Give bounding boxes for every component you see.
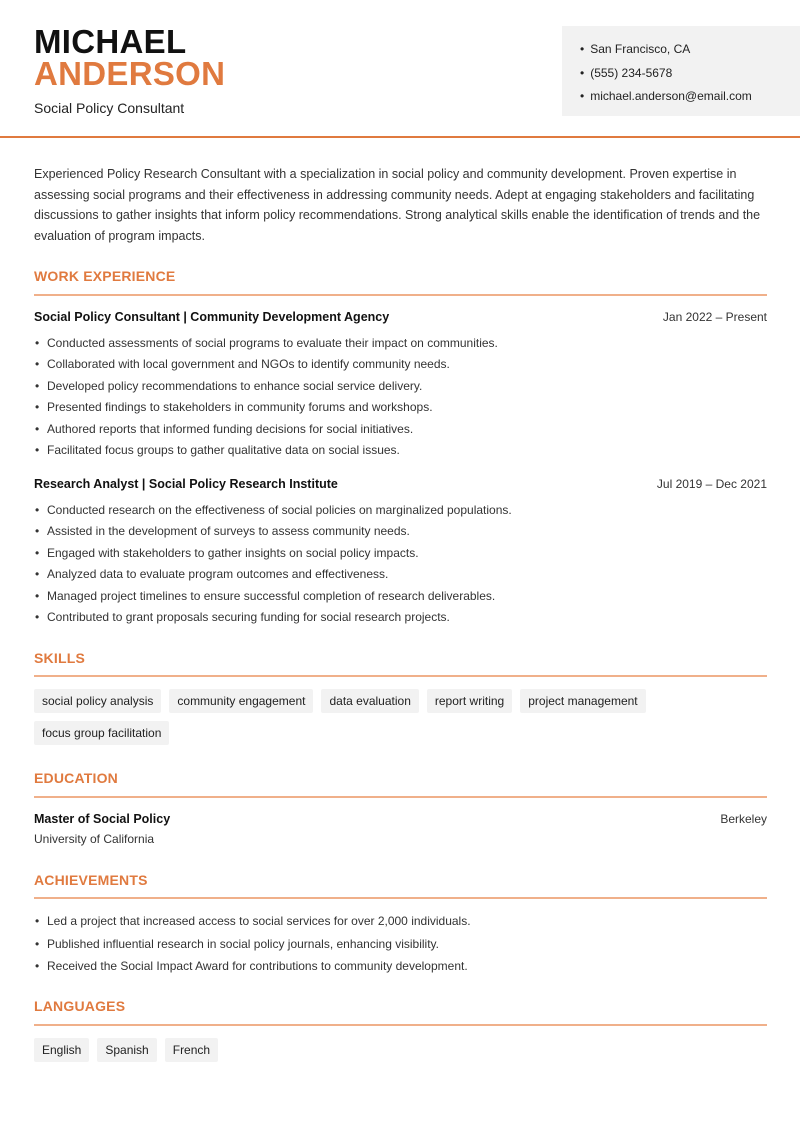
section-title-languages: LANGUAGES <box>34 998 126 1014</box>
list-item: • Developed policy recommendations to enhance social service delivery. <box>34 376 767 397</box>
skill-tag: focus group facilitation <box>34 721 169 745</box>
job-role: Research Analyst | Social Policy Research Institute <box>34 477 338 491</box>
language-tag: French <box>165 1038 218 1062</box>
language-tag: English <box>34 1038 89 1062</box>
first-name: MICHAEL <box>34 23 187 60</box>
job-bullets <box>34 500 767 628</box>
section-divider <box>34 675 767 677</box>
education-school: University of California <box>34 832 155 846</box>
job-dates: Jul 2019 – Dec 2021 <box>656 477 767 491</box>
resume-header <box>0 0 800 138</box>
skill-tag: social policy analysis <box>34 689 161 713</box>
list-item: • Managed project timelines to ensure successful completion of research deliverables. <box>34 586 767 607</box>
list-item: • Analyzed data to evaluate program outcomes and effectiveness. <box>34 564 767 585</box>
list-item: • Led a project that increased access to social services for over 2,000 individuals. <box>34 910 767 933</box>
section-title-experience: WORK EXPERIENCE <box>34 268 176 284</box>
section-divider <box>34 796 767 798</box>
skills-tags <box>34 689 774 745</box>
last-name: ANDERSON <box>34 55 226 92</box>
job-header <box>34 310 767 324</box>
contact-location: • San Francisco, CA <box>580 38 800 62</box>
summary: Experienced Policy Research Consultant with a specialization in social policy and community development. Proven expertise in assessing social programs and their effectiveness in addressing community needs. Adept at engaging stakeholders and facilitating discussions to gather insights that inform policy recommendations. Strong analytical skills enable the identification of trends and the evaluation of program impacts. <box>34 167 761 243</box>
list-item: • Published influential research in social policy journals, enhancing visibility. <box>34 933 767 956</box>
section-divider <box>34 897 767 899</box>
contact-phone: • (555) 234-5678 <box>580 62 800 86</box>
skill-tag: project management <box>520 689 645 713</box>
section-title-skills: SKILLS <box>34 650 85 666</box>
list-item: • Contributed to grant proposals securing funding for social research projects. <box>34 607 767 628</box>
list-item: • Conducted assessments of social programs to evaluate their impact on communities. <box>34 333 767 354</box>
section-divider <box>34 1024 767 1026</box>
list-item: • Engaged with stakeholders to gather insights on social policy impacts. <box>34 543 767 564</box>
skill-tag: report writing <box>427 689 512 713</box>
job-role: Social Policy Consultant | Community Development Agency <box>34 310 390 324</box>
list-item: • Received the Social Impact Award for contributions to community development. <box>34 955 767 978</box>
language-tags <box>34 1038 774 1062</box>
list-item: • Presented findings to stakeholders in community forums and workshops. <box>34 397 767 418</box>
education-degree: Master of Social Policy <box>34 812 171 826</box>
list-item: • Assisted in the development of surveys to assess community needs. <box>34 521 767 542</box>
skill-tag: data evaluation <box>321 689 418 713</box>
list-item: • Facilitated focus groups to gather qualitative data on social issues. <box>34 440 767 461</box>
education-location: Berkeley <box>720 812 767 826</box>
list-item: • Conducted research on the effectiveness of social policies on marginalized populations. <box>34 500 767 521</box>
section-title-education: EDUCATION <box>34 770 118 786</box>
section-title-achievements: ACHIEVEMENTS <box>34 872 148 888</box>
list-item: • Authored reports that informed funding decisions for social initiatives. <box>34 419 767 440</box>
contact-box <box>562 26 800 116</box>
contact-email[interactable]: • michael.anderson@email.com <box>580 85 800 109</box>
list-item: • Collaborated with local government and NGOs to identify community needs. <box>34 354 767 375</box>
job-bullets <box>34 333 767 461</box>
language-tag: Spanish <box>97 1038 156 1062</box>
skill-tag: community engagement <box>169 689 313 713</box>
section-divider <box>34 294 767 296</box>
job-title: Social Policy Consultant <box>34 100 185 116</box>
job-dates: Jan 2022 – Present <box>662 310 767 324</box>
job-header <box>34 477 767 491</box>
achievement-bullets <box>34 910 767 978</box>
